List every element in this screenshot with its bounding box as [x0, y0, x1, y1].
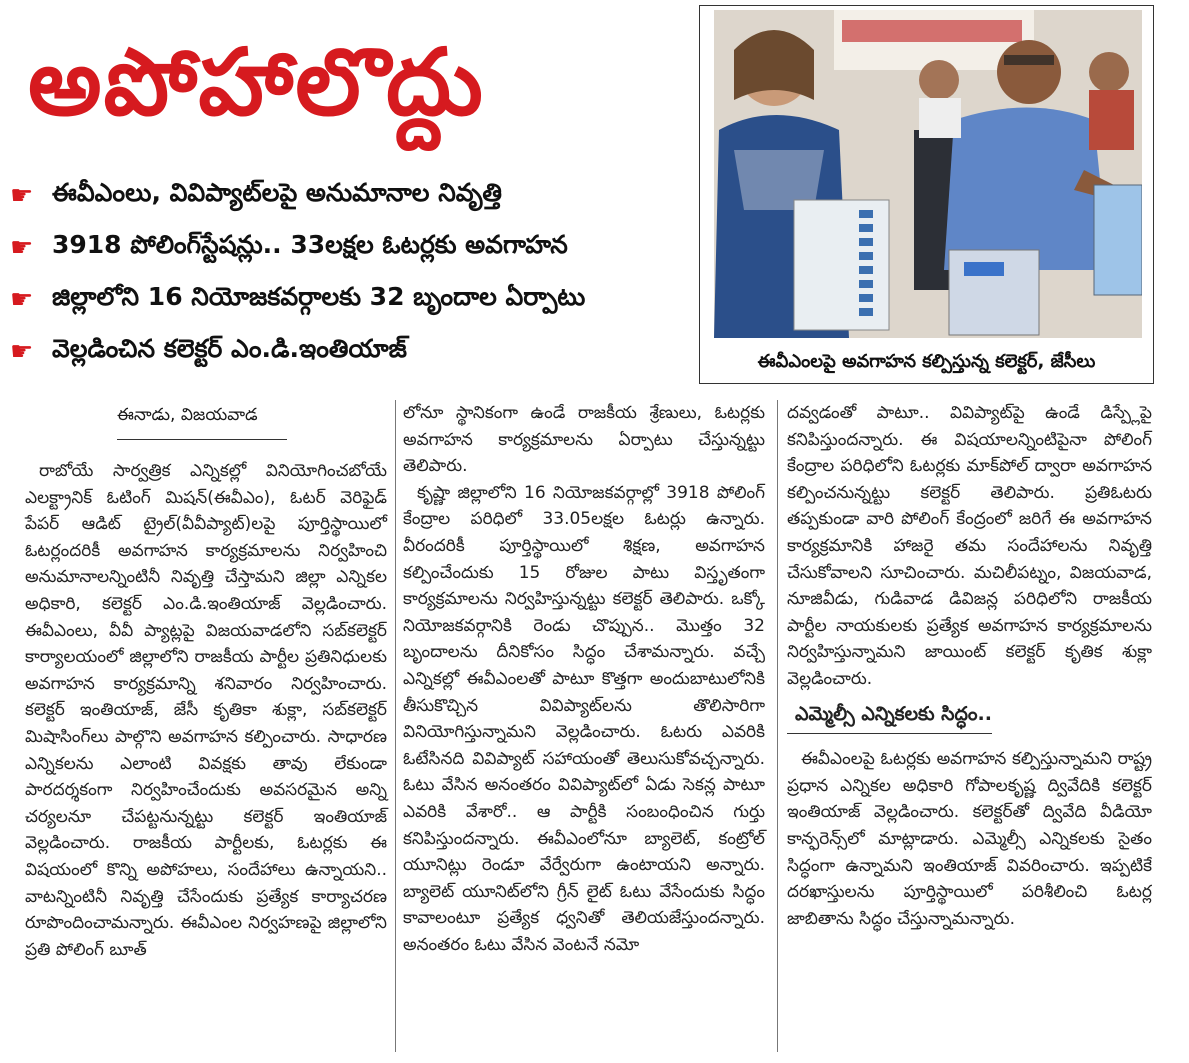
- bullet-item: [10, 326, 690, 378]
- bullet-item: [10, 274, 690, 326]
- article-column-2: [403, 400, 765, 958]
- pointing-hand-icon: ☛: [10, 337, 34, 367]
- bullet-text: 3918 పోలింగ్‌స్టేషన్లు.. 33లక్షల ఓటర్లకు అవగాహన: [52, 230, 568, 259]
- pointing-hand-icon: ☛: [10, 181, 34, 211]
- bullet-list: [10, 170, 690, 378]
- subheading: ఎమ్మెల్సీ ఎన్నికలకు సిద్ధం..: [787, 701, 992, 735]
- column-divider: [395, 400, 396, 1052]
- bullet-item: [10, 170, 690, 222]
- article-paragraph: రాబోయే సార్వత్రిక ఎన్నికల్లో వినియోగించబోయే ఎలక్ట్రానిక్ ఓటింగ్ మిషన్(ఈవీఎం), ఓటర్ వెరిఫైడ్ పేపర్ ఆడిట్ ట్రైల్(వీవీప్యాట్)లపై పూర్తిస్థాయిలో ఓటర్లందరికీ అవగాహన కార్యక్రమాలను నిర్వహించి అనుమానాలన్నింటినీ నివృత్తి చేస్తామని జిల్లా ఎన్నికల అధికారి, కలెక్టర్ ఎం.డి.ఇంతియాజ్ వెల్లడించారు. ఈవీఎంలు, వీవీ ప్యాట్లపై విజయవాడలోని సబ్‌కలెక్టర్ కార్యాలయంలో జిల్లాలోని రాజకీయ పార్టీల ప్రతినిధులకు అవగాహన కార్యక్రమాన్ని శనివారం నిర్వహించారు. కలెక్టర్ ఇంతియాజ్, జేసీ కృతికా శుక్లా, సబ్‌కలెక్టర్ మిషాసింగ్‌లు పాల్గొని అవగాహన కల్పించారు. సాధారణ ఎన్నికలను ఎలాంటి వివక్షకు తావు లేకుండా పారదర్శకంగా నిర్వహించేందుకు అవసరమైన అన్ని చర్యలనూ చేపట్టనున్నట్టు కలెక్టర్ ఇంతియాజ్ వెల్లడించారు. రాజకీయ పార్టీలకు, ఓటర్లకు ఈ విషయంలో కొన్ని అపోహలు, సందేహాలు ఉన్నాయని.. వాటన్నింటినీ నివృత్తి చేసేందుకు ప్రత్యేక కార్యాచరణ రూపొందించామన్నారు. ఈవీఎంల నిర్వహణపై జిల్లాలోని ప్రతి పోలింగ్ బూత్: [25, 461, 387, 960]
- pointing-hand-icon: ☛: [10, 285, 34, 315]
- photo-illustration: [714, 10, 1142, 338]
- article-paragraph: దవ్వడంతో పాటూ.. వివిప్యాట్‌పై ఉండే డిస్ప్లేపై కనిపిస్తుందన్నారు. ఈ విషయాలన్నింటిపైనా పోలింగ్ కేంద్రాల పరిధిలోని ఓటర్లకు మాక్‌పోల్ ద్వారా అవగాహన కల్పించనున్నట్టు కలెక్టర్ తెలిపారు. ప్రతిఓటరు తప్పకుండా వారి పోలింగ్ కేంద్రంలో జరిగే ఈ అవగాహన కార్యక్రమానికి హాజరై తమ సందేహాలను నివృత్తి చేసుకోవాలని సూచించారు. మచిలీపట్నం, విజయవాడ, నూజివీడు, గుడివాడ డివిజన్ల పరిధిలోని రాజకీయ పార్టీల నాయకులకు ప్రత్యేక అవగాహన కార్యక్రమాలను నిర్వహిస్తున్నామని జాయింట్ కలెక్టర్ కృతిక శుక్లా వెల్లడించారు.: [787, 403, 1152, 689]
- headline: అపోహాలొద్దు: [28, 29, 485, 136]
- article-paragraph: లోనూ స్థానికంగా ఉండే రాజకీయ శ్రేణులు, ఓటర్లకు అవగాహన కార్యక్రమాలను ఏర్పాటు చేస్తున్నట్టు తెలిపారు.: [403, 403, 765, 477]
- article-column-3: [787, 400, 1152, 932]
- bullet-text: వెల్లడించిన కలెక్టర్ ఎం.డి.ఇంతియాజ్: [52, 334, 407, 363]
- bullet-text: ఈవీఎంలు, వివిప్యాట్‌లపై అనుమానాల నివృత్తి: [52, 178, 502, 207]
- pointing-hand-icon: ☛: [10, 233, 34, 263]
- article-paragraph: ఈవీఎంలపై ఓటర్లకు అవగాహన కల్పిస్తున్నామని రాష్ట్ర ప్రధాన ఎన్నికల అధికారి గోపాలకృష్ణ ద్వివేదికి కలెక్టర్ ఇంతియాజ్ వెల్లడించారు. కలెక్టర్‌తో ద్వివేది వీడియో కాన్ఫరెన్స్‌లో మాట్లాడారు. ఎమ్మెల్సీ ఎన్నికలకు సైతం సిద్ధంగా ఉన్నామని ఇంతియాజ్ వివరించారు. ఇప్పటికే దరఖాస్తులను పూర్తిస్థాయిలో పరిశీలించి ఓటర్ల జాబితాను సిద్ధం చేస్తున్నామన్నారు.: [787, 749, 1152, 929]
- byline: ఈనాడు, విజయవాడ: [117, 405, 287, 440]
- article-column-1: [25, 458, 387, 963]
- bullet-text: జిల్లాలోని 16 నియోజకవర్గాలకు 32 బృందాల ఏర్పాటు: [52, 282, 586, 311]
- news-photo: [714, 10, 1142, 338]
- column-divider: [777, 400, 778, 1052]
- photo-caption: ఈవీఎంలపై అవగాహన కల్పిస్తున్న కలెక్టర్, జేసీలు: [757, 351, 1096, 372]
- photo-frame: [699, 5, 1154, 384]
- bullet-item: [10, 222, 690, 274]
- article-paragraph: కృష్ణా జిల్లాలోని 16 నియోజకవర్గాల్లో 3918 పోలింగ్ కేంద్రాల పరిధిలో 33.05లక్షల ఓటర్లు ఉన్నారు. వీరందరికీ పూర్తిస్థాయిలో శిక్షణ, అవగాహన కల్పించేందుకు 15 రోజుల పాటు విస్తృతంగా కార్యక్రమాలను నిర్వహిస్తున్నట్టు కలెక్టర్ తెలిపారు. ఒక్కో నియోజకవర్గానికి రెండు చొప్పున.. మొత్తం 32 బృందాలను దీనికోసం సిద్ధం చేశామన్నారు. వచ్చే ఎన్నికల్లో ఈవీఎంలతో పాటూ కొత్తగా అందుబాటులోనికి తీసుకొచ్చిన వివిప్యాట్‌లను తొలిసారిగా వినియోగిస్తున్నామని వెల్లడించారు. ఓటరు ఎవరికి ఓటేసినది వివిప్యాట్ సహాయంతో తెలుసుకోవచ్చన్నారు. ఓటు వేసిన అనంతరం వివిప్యాట్‌లో ఏడు సెకన్ల పాటూ ఎవరికి వేశారో.. ఆ పార్టీకి సంబంధించిన గుర్తు కనిపిస్తుందన్నారు. ఈవీఎంలోనూ బ్యాలెట్, కంట్రోల్ యూనిట్లు రెండూ వేర్వేరుగా ఉంటాయని అన్నారు. బ్యాలెట్ యూనిట్‌లోని గ్రీన్ లైట్ ఓటు వేసేందుకు సిద్ధం కావాలంటూ ప్రత్యేక ధ్వనితో తెలియజేస్తుందన్నారు. అనంతరం ఓటు వేసిన వెంటనే నమో: [403, 482, 765, 955]
